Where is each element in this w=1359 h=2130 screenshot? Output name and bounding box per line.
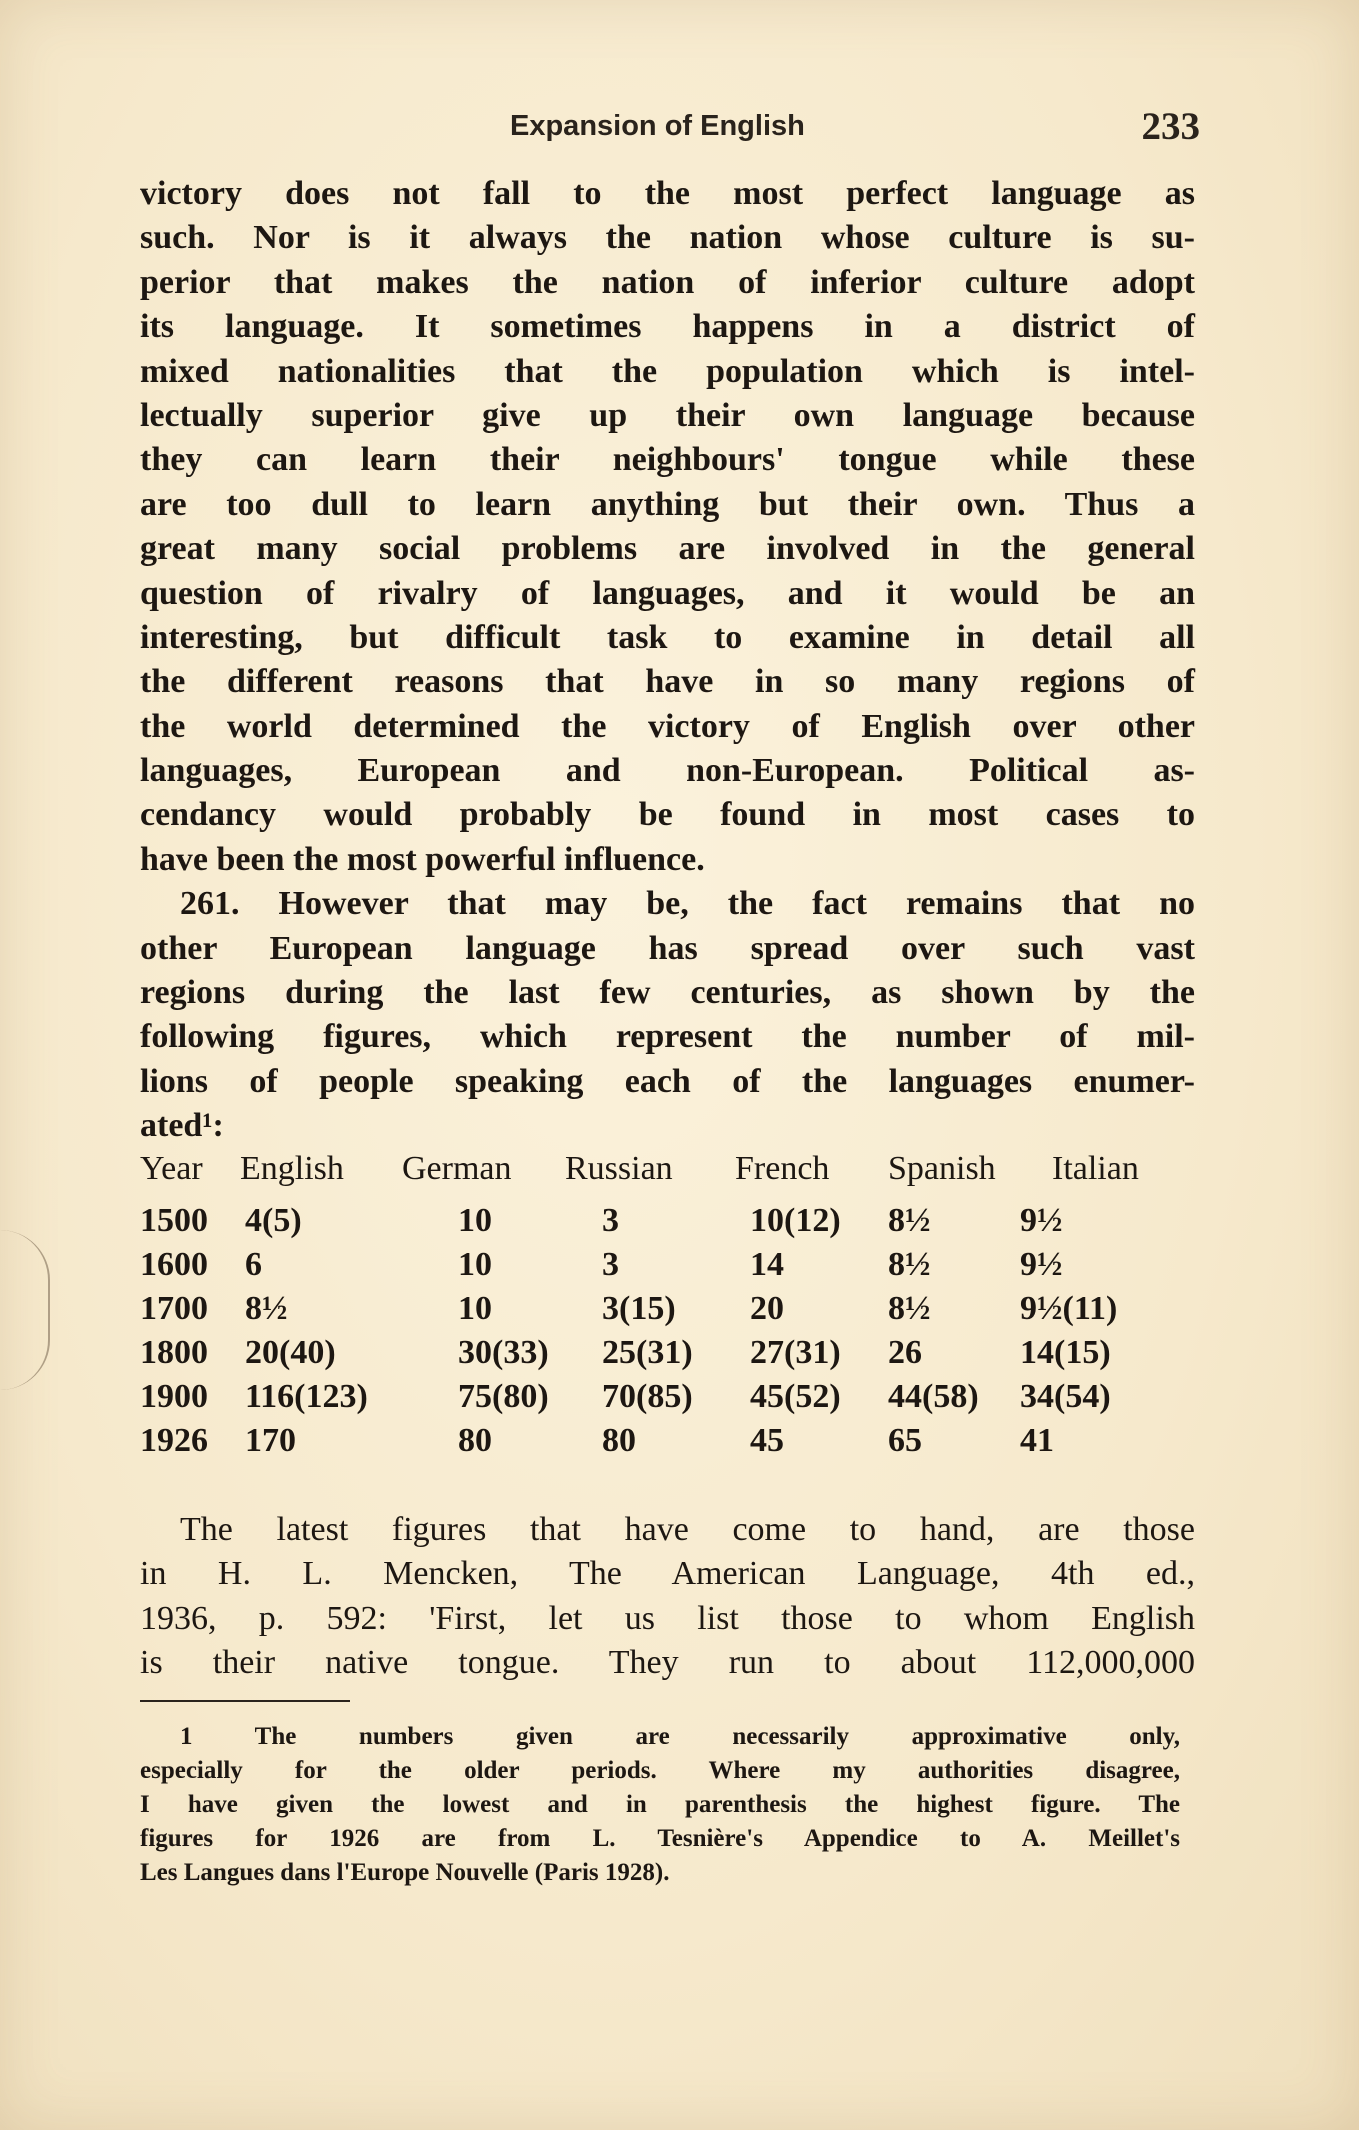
table-value-cell: 45 bbox=[750, 1422, 784, 1459]
table-value-cell: 8½ bbox=[888, 1290, 931, 1327]
text-line: cendancy would probably be found in most cases to bbox=[140, 796, 1195, 834]
table-value-cell: 41 bbox=[1020, 1422, 1054, 1459]
table-header-cell: Italian bbox=[1052, 1150, 1139, 1187]
table-header-cell: German bbox=[402, 1150, 512, 1187]
text-line: 261. However that may be, the fact remains that no bbox=[180, 885, 1195, 923]
footnote-rule bbox=[140, 1700, 350, 1702]
table-value-cell: 27(31) bbox=[750, 1334, 841, 1371]
text-line: The latest figures that have come to hand, are those bbox=[180, 1511, 1195, 1548]
footnote bbox=[140, 1720, 1180, 1890]
table-value-cell: 10(12) bbox=[750, 1202, 841, 1239]
footnote-line: I have given the lowest and in parenthesis the highest figure. The bbox=[140, 1791, 1180, 1818]
language-speakers-table bbox=[140, 1150, 1200, 1466]
table-year-cell: 1926 bbox=[140, 1422, 208, 1459]
table-year-cell: 1800 bbox=[140, 1334, 208, 1371]
footnote-line: Les Langues dans l'Europe Nouvelle (Paris 1928). bbox=[140, 1859, 670, 1886]
text-line: other European language has spread over such vast bbox=[140, 929, 1195, 967]
table-year-cell: 1500 bbox=[140, 1202, 208, 1239]
table-value-cell: 116(123) bbox=[245, 1378, 368, 1415]
table-value-cell: 20(40) bbox=[245, 1334, 336, 1371]
text-line: have been the most powerful influence. bbox=[140, 840, 705, 878]
text-line: mixed nationalities that the population which is intel- bbox=[140, 352, 1195, 390]
table-value-cell: 14 bbox=[750, 1246, 784, 1283]
table-value-cell: 3(15) bbox=[602, 1290, 676, 1327]
text-line: its language. It sometimes happens in a district of bbox=[140, 308, 1195, 346]
text-line: the different reasons that have in so many regions of bbox=[140, 663, 1195, 701]
page-crease bbox=[0, 1230, 50, 1390]
table-value-cell: 80 bbox=[458, 1422, 492, 1459]
table-header-cell: Russian bbox=[565, 1150, 673, 1187]
table-value-cell: 3 bbox=[602, 1246, 619, 1283]
table-value-cell: 10 bbox=[458, 1290, 492, 1327]
text-line: in H. L. Mencken, The American Language, 4th ed., bbox=[140, 1555, 1195, 1593]
table-value-cell: 10 bbox=[458, 1246, 492, 1283]
text-line: following figures, which represent the number of mil- bbox=[140, 1018, 1195, 1056]
table-value-cell: 10 bbox=[458, 1202, 492, 1239]
text-line: lions of people speaking each of the languages enumer- bbox=[140, 1062, 1195, 1100]
table-value-cell: 170 bbox=[245, 1422, 296, 1459]
text-line: the world determined the victory of English over other bbox=[140, 707, 1195, 745]
footnote-line: figures for 1926 are from L. Tesnière's Appendice to A. Meillet's bbox=[140, 1825, 1180, 1852]
paragraph-1 bbox=[140, 172, 1195, 882]
table-value-cell: 9½ bbox=[1020, 1246, 1063, 1283]
main-text bbox=[140, 172, 1195, 1149]
table-body bbox=[140, 1202, 1200, 1466]
table-header-cell: Spanish bbox=[888, 1150, 996, 1187]
running-title: Expansion of English bbox=[510, 110, 805, 142]
table-row bbox=[140, 1334, 1200, 1378]
table-row bbox=[140, 1290, 1200, 1334]
page-number: 233 bbox=[1141, 105, 1200, 148]
table-value-cell: 6 bbox=[245, 1246, 262, 1283]
paragraph-261 bbox=[140, 882, 1195, 1148]
text-line: regions during the last few centuries, as shown by the bbox=[140, 974, 1195, 1012]
table-value-cell: 26 bbox=[888, 1334, 922, 1371]
table-header-row bbox=[140, 1150, 1200, 1202]
table-value-cell: 75(80) bbox=[458, 1378, 549, 1415]
table-value-cell: 20 bbox=[750, 1290, 784, 1327]
table-row bbox=[140, 1202, 1200, 1246]
text-line: are too dull to learn anything but their own. Thus a bbox=[140, 485, 1195, 523]
table-value-cell: 65 bbox=[888, 1422, 922, 1459]
table-header-cell: French bbox=[735, 1150, 830, 1187]
footnote-line: 1 The numbers given are necessarily approximative only, bbox=[180, 1723, 1180, 1750]
footnote-line: especially for the older periods. Where my authorities disagree, bbox=[140, 1757, 1180, 1784]
text-line: 1936, p. 592: 'First, let us list those to whom English bbox=[140, 1599, 1195, 1637]
table-value-cell: 9½ bbox=[1020, 1202, 1063, 1239]
text-line: interesting, but difficult task to examine in detail all bbox=[140, 618, 1195, 656]
text-line: is their native tongue. They run to about 112,000,000 bbox=[140, 1644, 1195, 1682]
table-value-cell: 34(54) bbox=[1020, 1378, 1111, 1415]
table-value-cell: 8½ bbox=[888, 1246, 931, 1283]
table-value-cell: 8½ bbox=[888, 1202, 931, 1239]
text-line: they can learn their neighbours' tongue while these bbox=[140, 441, 1195, 479]
table-value-cell: 4(5) bbox=[245, 1202, 302, 1239]
text-line: lectually superior give up their own language because bbox=[140, 396, 1195, 434]
table-row bbox=[140, 1246, 1200, 1290]
text-line: perior that makes the nation of inferior culture adopt bbox=[140, 263, 1195, 301]
text-line: victory does not fall to the most perfect language as bbox=[140, 175, 1195, 212]
table-value-cell: 44(58) bbox=[888, 1378, 979, 1415]
table-header-cell: Year bbox=[140, 1150, 203, 1187]
text-line: question of rivalry of languages, and it would be an bbox=[140, 574, 1195, 612]
table-value-cell: 9½(11) bbox=[1020, 1290, 1118, 1327]
page-header bbox=[140, 105, 1200, 160]
text-line: ated¹: bbox=[140, 1107, 224, 1145]
text-line: languages, European and non-European. Political as- bbox=[140, 752, 1195, 790]
table-year-cell: 1900 bbox=[140, 1378, 208, 1415]
table-row bbox=[140, 1422, 1200, 1466]
table-value-cell: 80 bbox=[602, 1422, 636, 1459]
paragraph-3 bbox=[140, 1508, 1195, 1686]
table-year-cell: 1600 bbox=[140, 1246, 208, 1283]
text-line: such. Nor is it always the nation whose culture is su- bbox=[140, 219, 1195, 257]
table-value-cell: 25(31) bbox=[602, 1334, 693, 1371]
table-value-cell: 30(33) bbox=[458, 1334, 549, 1371]
table-value-cell: 14(15) bbox=[1020, 1334, 1111, 1371]
table-value-cell: 8½ bbox=[245, 1290, 288, 1327]
table-row bbox=[140, 1378, 1200, 1422]
table-year-cell: 1700 bbox=[140, 1290, 208, 1327]
text-line: great many social problems are involved in the general bbox=[140, 530, 1195, 568]
table-value-cell: 3 bbox=[602, 1202, 619, 1239]
table-value-cell: 45(52) bbox=[750, 1378, 841, 1415]
table-value-cell: 70(85) bbox=[602, 1378, 693, 1415]
table-header-cell: English bbox=[240, 1150, 344, 1187]
